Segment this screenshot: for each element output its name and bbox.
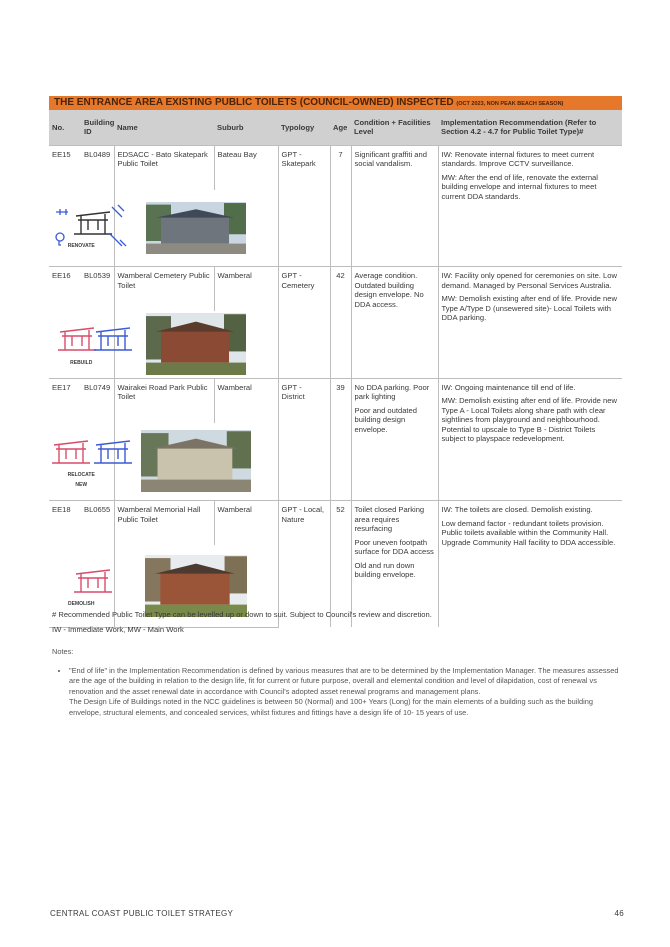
header-age: Age (330, 110, 351, 145)
table-row (49, 501, 622, 546)
recommendation-text: IW: Facility only opened for ceremonies on site. Low demand. Managed by Personal Services Australia. (441, 271, 617, 290)
table-header-row (49, 110, 622, 145)
toilet-photo (141, 430, 251, 492)
cell-name: Wamberal Memorial Hall Public Toilet (114, 501, 214, 546)
header-name: Name (114, 110, 214, 145)
cell-typology: GPT - Skatepark (278, 145, 330, 267)
recommendation-text: MW: Demolish existing after end of life. Provide new Type A - Local Toilets along share path with clear sightlines from playground and neighbourhood. Potential to upscale to Type B - District Toilets subject to playspace redevelopment. (441, 396, 617, 443)
cell-recommendation (438, 267, 622, 379)
cell-building-id: BL0749 (81, 378, 114, 423)
photo-cell (114, 190, 278, 267)
cell-suburb: Wamberal (214, 501, 278, 546)
cell-age: 52 (330, 501, 351, 628)
cell-suburb: Wamberal (214, 378, 278, 423)
action-icon-cell (49, 190, 114, 267)
table-row (49, 267, 622, 312)
header-condition: Condition + Facilities Level (351, 110, 438, 145)
cell-recommendation (438, 501, 622, 628)
recommendation-text: IW: Ongoing maintenance till end of life. (441, 382, 576, 392)
notes-section (52, 647, 622, 718)
cell-no: EE15 (49, 145, 81, 190)
cell-building-id: BL0489 (81, 145, 114, 190)
footnote-recommended-type: # Recommended Public Toilet Type can be levelled up or down to suit. Subject to Council's review and discretion. (52, 610, 432, 619)
cell-typology: GPT - District (278, 378, 330, 501)
condition-text: Average condition. Outdated building design envelope. No DDA access. (354, 271, 424, 309)
action-icon-label: RELOCATE (67, 472, 95, 478)
header-typology: Typology (278, 110, 330, 145)
toilet-photo (145, 555, 247, 617)
cell-suburb: Wamberal (214, 267, 278, 312)
cell-building-id: BL0655 (81, 501, 114, 546)
photo-cell (114, 311, 278, 378)
relocate-icon (52, 433, 111, 491)
recommendation-text: IW: The toilets are closed. Demolish existing. (441, 505, 593, 514)
cell-name: EDSACC - Bato Skatepark Public Toilet (114, 145, 214, 190)
recommendation-text: Low demand factor - redundant toilets provision. Public toilets available within the Community Hall. Upgrade Community Hall facility to DDA accessible. (441, 518, 616, 547)
table-row (49, 378, 622, 423)
condition-text: Poor uneven footpath surface for DDA access (354, 537, 434, 556)
renovate-icon (52, 204, 111, 252)
condition-text: Old and run down building envelope. (354, 560, 416, 579)
cell-no: EE17 (49, 378, 81, 423)
action-icon-label: DEMOLISH (68, 601, 95, 608)
banner-subtitle: (OCT 2023, NON PEAK BEACH SEASON) (456, 101, 564, 107)
cell-typology: GPT - Cemetery (278, 267, 330, 379)
cell-no: EE18 (49, 501, 81, 546)
cell-condition (351, 501, 438, 628)
header-no: No. (49, 110, 81, 145)
recommendation-text: IW: Renovate internal fixtures to meet current standards. Improve CCTV surveillance. (441, 149, 595, 168)
table-row (49, 145, 622, 190)
action-icon-label: RENOVATE (67, 243, 95, 250)
action-icon-cell (49, 311, 114, 378)
cell-age: 7 (330, 145, 351, 267)
action-icon-cell (49, 423, 114, 501)
notes-paragraph-end-of-life: "End of life" in the Implementation Recommendation is defined by various measures that are to be determined by the Implementation Manager. The measures assessed are the age of the building in relation to the design life, fit for current or future purpose, overall and elemental condition and level of dilapidation, cost of renewal vs renovation and the asset renewal date in accordance with Council's adopted asset renewal programs and management plans. (69, 665, 619, 696)
photo-cell (114, 423, 278, 501)
cell-age: 39 (330, 378, 351, 501)
toilet-photo (146, 202, 246, 254)
cell-name: Wamberal Cemetery Public Toilet (114, 267, 214, 312)
cell-recommendation (438, 145, 622, 267)
cell-suburb: Bateau Bay (214, 145, 278, 190)
recommendation-text: MW: Demolish existing after end of life. Provide new Type A/Type D (unsewered site)- Local Toilets with DDA parking. (441, 294, 617, 322)
header-suburb: Suburb (214, 110, 278, 145)
demolish-icon (52, 562, 111, 610)
footnote-abbreviations: IW - Immediate Work, MW - Main Work (52, 625, 184, 634)
cell-condition (351, 378, 438, 501)
condition-text: Toilet closed Parking area requires resurfacing (354, 505, 425, 533)
header-recommendation: Implementation Recommendation (Refer to Section 4.2 - 4.7 for Public Toilet Type)# (438, 110, 622, 145)
notes-paragraph-design-life: The Design Life of Buildings noted in the NCC guidelines is between 50 (Normal) and 100+ Years (Long) for the main elements of a building such as the building envelope, structural elements, and concealed services, whilst fixtures and fittings have a design life of 10- 15 years of use. (69, 697, 594, 717)
cell-typology: GPT - Local, Nature (278, 501, 330, 628)
banner-title: THE ENTRANCE AREA EXISTING PUBLIC TOILETS (COUNCIL-OWNED) INSPECTED (54, 97, 454, 108)
page-number: 46 (614, 909, 624, 918)
condition-text: Poor and outdated building design envelope. (354, 405, 417, 434)
rebuild-icon (52, 320, 111, 368)
cell-age: 42 (330, 267, 351, 379)
action-icon-label: REBUILD (70, 359, 93, 366)
notes-heading: Notes: (52, 647, 74, 656)
cell-name: Wairakei Road Park Public Toilet (114, 378, 214, 423)
cell-building-id: BL0539 (81, 267, 114, 312)
toilet-photo (146, 313, 246, 375)
cell-no: EE16 (49, 267, 81, 312)
cell-condition (351, 267, 438, 379)
recommendation-text: MW: After the end of life, renovate the external building envelope and internal fixtures to meet current DDA standards. (441, 172, 598, 201)
toilets-table (49, 110, 622, 628)
footer-document-title: CENTRAL COAST PUBLIC TOILET STRATEGY (50, 909, 234, 918)
action-icon-sublabel: NEW (75, 481, 88, 488)
condition-text: No DDA parking. Poor park lighting (354, 382, 430, 401)
table-banner (49, 96, 622, 110)
cell-condition (351, 145, 438, 267)
cell-recommendation (438, 378, 622, 501)
header-building-id: Building ID (81, 110, 114, 145)
notes-item (69, 666, 622, 719)
condition-text: Significant graffiti and social vandalism. (354, 149, 427, 168)
